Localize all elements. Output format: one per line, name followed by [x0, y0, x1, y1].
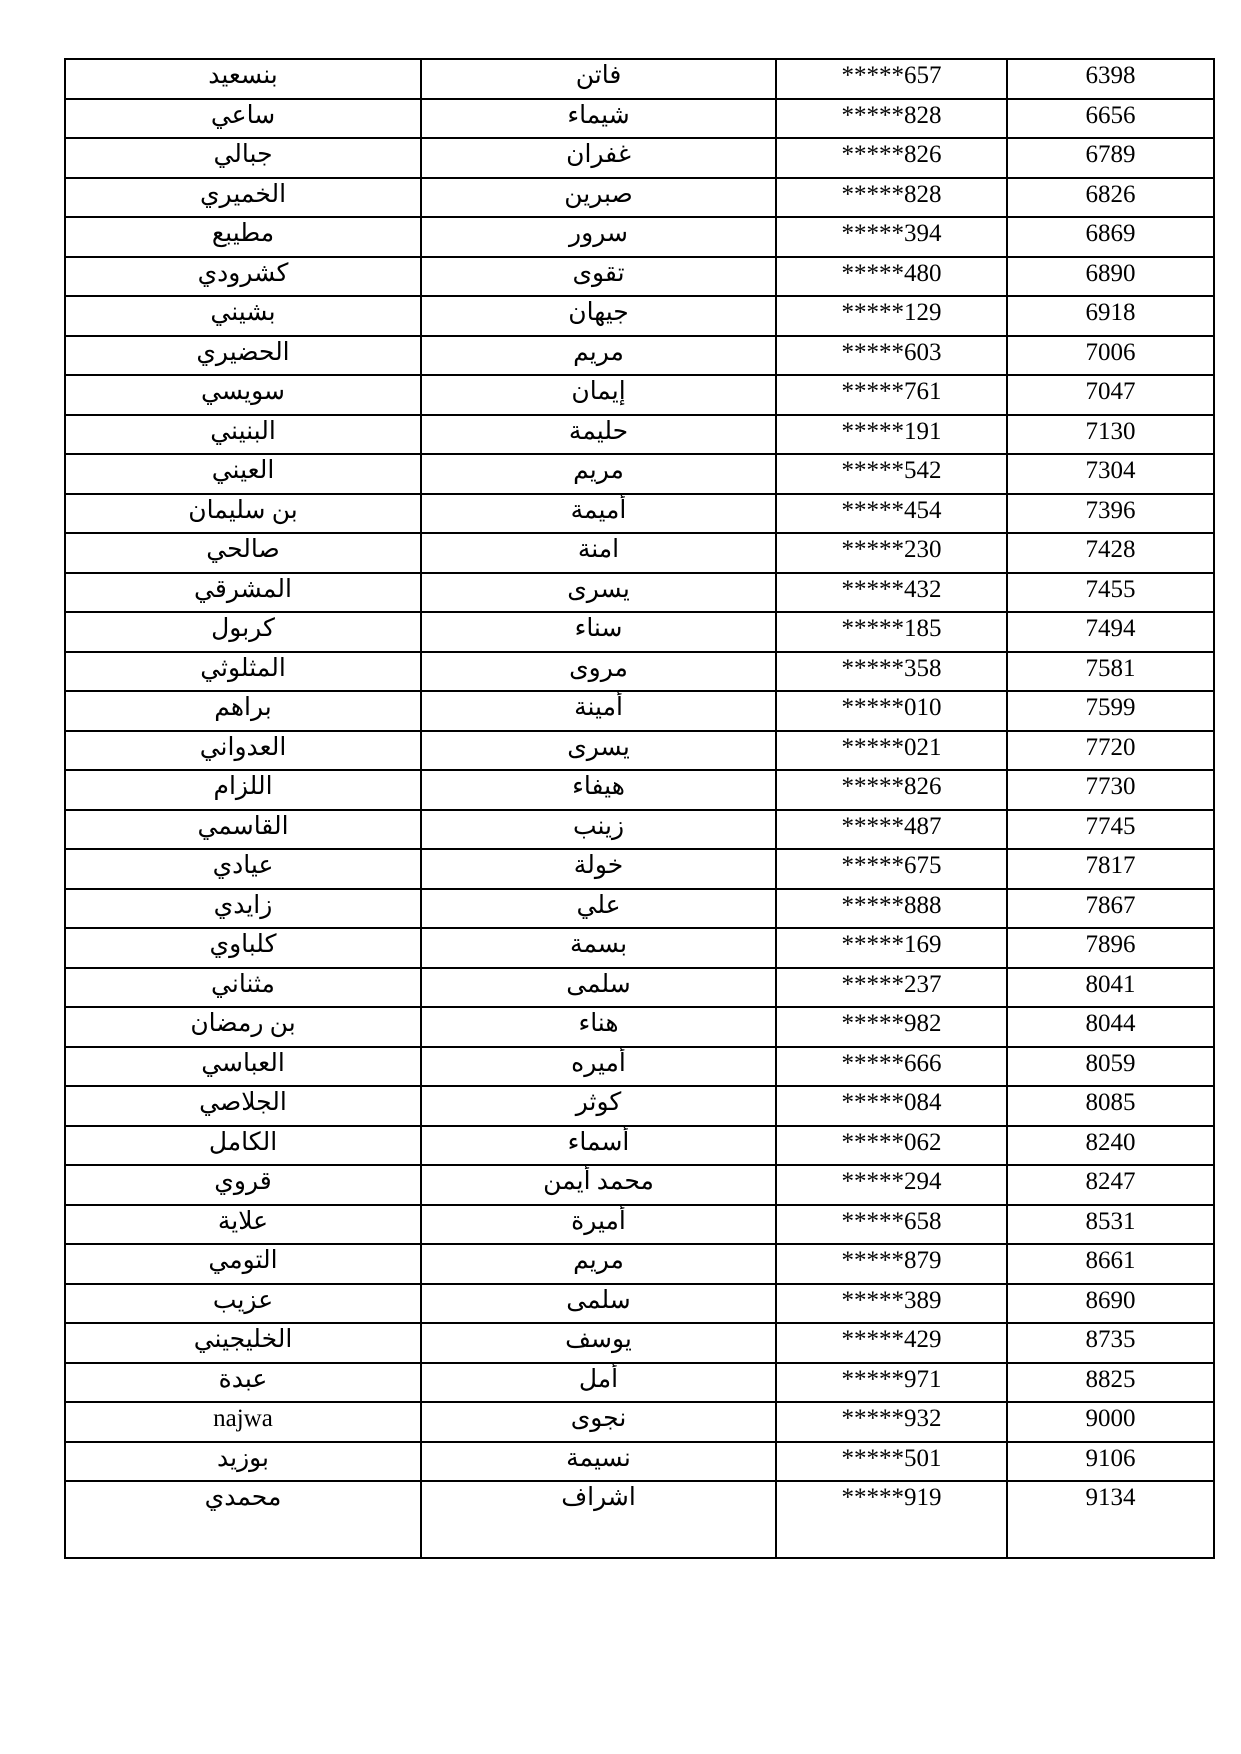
first-name-cell: إيمان: [421, 375, 776, 415]
surname-cell: مثناني: [65, 968, 421, 1008]
id-cell: *****084: [776, 1086, 1007, 1126]
surname-cell: العباسي: [65, 1047, 421, 1087]
surname-cell: زايدي: [65, 889, 421, 929]
table-row: [65, 1126, 1214, 1166]
id-cell: *****230: [776, 533, 1007, 573]
id-cell: *****454: [776, 494, 1007, 534]
surname-cell: اللزام: [65, 770, 421, 810]
number-cell: 6918: [1007, 296, 1214, 336]
table-row: [65, 138, 1214, 178]
number-cell: 7581: [1007, 652, 1214, 692]
first-name-cell: امنة: [421, 533, 776, 573]
id-cell: *****487: [776, 810, 1007, 850]
first-name-cell: أميرة: [421, 1205, 776, 1245]
id-cell: *****971: [776, 1363, 1007, 1403]
surname-cell: سويسي: [65, 375, 421, 415]
number-cell: 7494: [1007, 612, 1214, 652]
number-cell: 6890: [1007, 257, 1214, 297]
first-name-cell: اشراف: [421, 1481, 776, 1558]
id-cell: *****828: [776, 99, 1007, 139]
first-name-cell: مريم: [421, 336, 776, 376]
id-cell: *****879: [776, 1244, 1007, 1284]
number-cell: 9106: [1007, 1442, 1214, 1482]
number-cell: 7304: [1007, 454, 1214, 494]
number-cell: 7745: [1007, 810, 1214, 850]
first-name-cell: يسرى: [421, 731, 776, 771]
id-cell: *****191: [776, 415, 1007, 455]
id-cell: *****389: [776, 1284, 1007, 1324]
surname-cell: الجلاصي: [65, 1086, 421, 1126]
number-cell: 8059: [1007, 1047, 1214, 1087]
id-cell: *****666: [776, 1047, 1007, 1087]
first-name-cell: محمد أيمن: [421, 1165, 776, 1205]
surname-cell: ساعي: [65, 99, 421, 139]
surname-cell: صالحي: [65, 533, 421, 573]
id-cell: *****010: [776, 691, 1007, 731]
table-row: [65, 533, 1214, 573]
id-cell: *****237: [776, 968, 1007, 1008]
table-row: [65, 99, 1214, 139]
id-cell: *****129: [776, 296, 1007, 336]
table-row: [65, 691, 1214, 731]
surname-cell: قروي: [65, 1165, 421, 1205]
table-row: [65, 1442, 1214, 1482]
number-cell: 8531: [1007, 1205, 1214, 1245]
table-row: [65, 652, 1214, 692]
first-name-cell: تقوى: [421, 257, 776, 297]
number-cell: 6869: [1007, 217, 1214, 257]
first-name-cell: صبرين: [421, 178, 776, 218]
surname-cell: التومي: [65, 1244, 421, 1284]
records-table: [64, 58, 1215, 1559]
table-row: [65, 454, 1214, 494]
id-cell: *****658: [776, 1205, 1007, 1245]
table-row: [65, 415, 1214, 455]
id-cell: *****062: [776, 1126, 1007, 1166]
surname-cell: علاية: [65, 1205, 421, 1245]
id-cell: *****169: [776, 928, 1007, 968]
number-cell: 8690: [1007, 1284, 1214, 1324]
id-cell: *****358: [776, 652, 1007, 692]
id-cell: *****657: [776, 59, 1007, 99]
surname-cell: الخميري: [65, 178, 421, 218]
number-cell: 6826: [1007, 178, 1214, 218]
records-body: [65, 59, 1214, 1558]
first-name-cell: مريم: [421, 454, 776, 494]
id-cell: *****761: [776, 375, 1007, 415]
number-cell: 7867: [1007, 889, 1214, 929]
surname-cell: بنسعيد: [65, 59, 421, 99]
number-cell: 7047: [1007, 375, 1214, 415]
id-cell: *****919: [776, 1481, 1007, 1558]
table-row: [65, 612, 1214, 652]
number-cell: 8041: [1007, 968, 1214, 1008]
first-name-cell: شيماء: [421, 99, 776, 139]
id-cell: *****982: [776, 1007, 1007, 1047]
surname-cell: بوزيد: [65, 1442, 421, 1482]
first-name-cell: يوسف: [421, 1323, 776, 1363]
id-cell: *****021: [776, 731, 1007, 771]
table-row: [65, 1165, 1214, 1205]
surname-cell: العدواني: [65, 731, 421, 771]
table-row: [65, 296, 1214, 336]
first-name-cell: سلمى: [421, 1284, 776, 1324]
first-name-cell: مريم: [421, 1244, 776, 1284]
id-cell: *****501: [776, 1442, 1007, 1482]
surname-cell: المثلوثي: [65, 652, 421, 692]
number-cell: 7720: [1007, 731, 1214, 771]
table-row: [65, 770, 1214, 810]
surname-cell: بن رمضان: [65, 1007, 421, 1047]
number-cell: 7130: [1007, 415, 1214, 455]
surname-cell: عيادي: [65, 849, 421, 889]
surname-cell: الخليجيني: [65, 1323, 421, 1363]
first-name-cell: يسرى: [421, 573, 776, 613]
first-name-cell: أميمة: [421, 494, 776, 534]
id-cell: *****675: [776, 849, 1007, 889]
id-cell: *****826: [776, 770, 1007, 810]
table-row: [65, 849, 1214, 889]
table-row: [65, 59, 1214, 99]
id-cell: *****394: [776, 217, 1007, 257]
table-row: [65, 1284, 1214, 1324]
first-name-cell: زينب: [421, 810, 776, 850]
table-row: [65, 968, 1214, 1008]
surname-cell: المشرقي: [65, 573, 421, 613]
id-cell: *****603: [776, 336, 1007, 376]
number-cell: 8085: [1007, 1086, 1214, 1126]
first-name-cell: أسماء: [421, 1126, 776, 1166]
surname-cell: القاسمي: [65, 810, 421, 850]
surname-cell: بن سليمان: [65, 494, 421, 534]
id-cell: *****429: [776, 1323, 1007, 1363]
number-cell: 7817: [1007, 849, 1214, 889]
number-cell: 8735: [1007, 1323, 1214, 1363]
first-name-cell: علي: [421, 889, 776, 929]
table-row: [65, 889, 1214, 929]
surname-cell: كلباوي: [65, 928, 421, 968]
first-name-cell: غفران: [421, 138, 776, 178]
id-cell: *****294: [776, 1165, 1007, 1205]
surname-cell: العيني: [65, 454, 421, 494]
id-cell: *****185: [776, 612, 1007, 652]
first-name-cell: خولة: [421, 849, 776, 889]
surname-cell: براهم: [65, 691, 421, 731]
table-row: [65, 1481, 1214, 1558]
table-row: [65, 178, 1214, 218]
table-row: [65, 1086, 1214, 1126]
first-name-cell: سلمى: [421, 968, 776, 1008]
surname-cell: بشيني: [65, 296, 421, 336]
first-name-cell: كوثر: [421, 1086, 776, 1126]
number-cell: 9000: [1007, 1402, 1214, 1442]
table-row: [65, 1323, 1214, 1363]
surname-cell: الكامل: [65, 1126, 421, 1166]
first-name-cell: أمينة: [421, 691, 776, 731]
number-cell: 9134: [1007, 1481, 1214, 1558]
id-cell: *****826: [776, 138, 1007, 178]
table-row: [65, 1363, 1214, 1403]
table-row: [65, 573, 1214, 613]
number-cell: 7006: [1007, 336, 1214, 376]
number-cell: 7428: [1007, 533, 1214, 573]
surname-cell: الحضيري: [65, 336, 421, 376]
id-cell: *****542: [776, 454, 1007, 494]
first-name-cell: مروى: [421, 652, 776, 692]
first-name-cell: أمل: [421, 1363, 776, 1403]
table-row: [65, 336, 1214, 376]
number-cell: 7455: [1007, 573, 1214, 613]
first-name-cell: سناء: [421, 612, 776, 652]
table-row: [65, 1244, 1214, 1284]
first-name-cell: سرور: [421, 217, 776, 257]
table-row: [65, 217, 1214, 257]
number-cell: 7896: [1007, 928, 1214, 968]
number-cell: 8247: [1007, 1165, 1214, 1205]
table-row: [65, 731, 1214, 771]
surname-cell: البنيني: [65, 415, 421, 455]
first-name-cell: هيفاء: [421, 770, 776, 810]
number-cell: 7599: [1007, 691, 1214, 731]
first-name-cell: حليمة: [421, 415, 776, 455]
first-name-cell: هناء: [421, 1007, 776, 1047]
table-row: [65, 1007, 1214, 1047]
surname-cell: عبدة: [65, 1363, 421, 1403]
table-row: [65, 810, 1214, 850]
id-cell: *****932: [776, 1402, 1007, 1442]
number-cell: 8661: [1007, 1244, 1214, 1284]
first-name-cell: جيهان: [421, 296, 776, 336]
id-cell: *****828: [776, 178, 1007, 218]
table-row: [65, 1205, 1214, 1245]
number-cell: 6656: [1007, 99, 1214, 139]
surname-cell: عزيب: [65, 1284, 421, 1324]
first-name-cell: نجوى: [421, 1402, 776, 1442]
number-cell: 8825: [1007, 1363, 1214, 1403]
id-cell: *****480: [776, 257, 1007, 297]
number-cell: 7396: [1007, 494, 1214, 534]
number-cell: 8044: [1007, 1007, 1214, 1047]
table-row: [65, 928, 1214, 968]
id-cell: *****888: [776, 889, 1007, 929]
number-cell: 7730: [1007, 770, 1214, 810]
surname-cell: najwa: [65, 1402, 421, 1442]
number-cell: 6789: [1007, 138, 1214, 178]
table-row: [65, 494, 1214, 534]
first-name-cell: نسيمة: [421, 1442, 776, 1482]
number-cell: 8240: [1007, 1126, 1214, 1166]
table-row: [65, 257, 1214, 297]
surname-cell: كشرودي: [65, 257, 421, 297]
first-name-cell: فاتن: [421, 59, 776, 99]
table-row: [65, 1047, 1214, 1087]
surname-cell: محمدي: [65, 1481, 421, 1558]
id-cell: *****432: [776, 573, 1007, 613]
surname-cell: مطيبع: [65, 217, 421, 257]
surname-cell: جبالي: [65, 138, 421, 178]
table-row: [65, 1402, 1214, 1442]
surname-cell: كربول: [65, 612, 421, 652]
first-name-cell: أميره: [421, 1047, 776, 1087]
first-name-cell: بسمة: [421, 928, 776, 968]
number-cell: 6398: [1007, 59, 1214, 99]
table-row: [65, 375, 1214, 415]
